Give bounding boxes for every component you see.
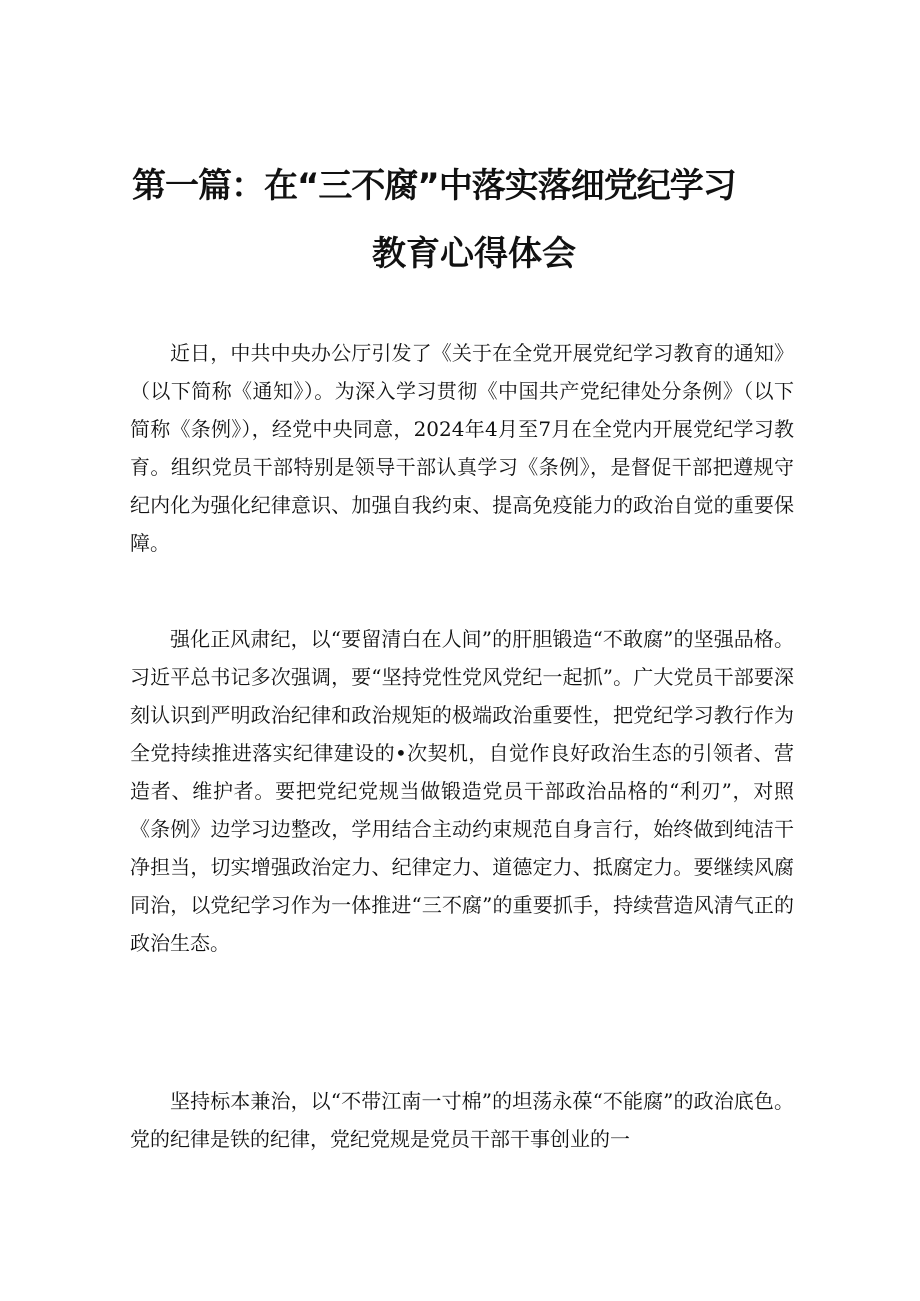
document-title-line-2: 教育心得体会 — [372, 234, 576, 274]
document-title-line-1: 第一篇：在“三不腐”中落实落细党纪学习 — [132, 166, 736, 206]
paragraph-1: 近日，中共中央办公厅引发了《关于在全党开展党纪学习教育的通知》（以下简称《通知》）。为深入学习贯彻《中国共产党纪律处分条例》（以下简称《条例》），经党中央同意，2024年4月至7月在全党内开展党纪学习教育。组织党员干部特别是领导干部认真学习《条例》，是督促干部把遵规守纪内化为强化纪律意识、加强自我约束、提高免疫能力的政治自觉的重要保障。 — [130, 341, 794, 555]
paragraph-3: 坚持标本兼治，以“不带江南一寸棉”的坦荡永葆“不能腐”的政治底色。党的纪律是铁的纪律，党纪党规是党员干部干事创业的一 — [130, 1089, 794, 1151]
paragraph-2: 强化正风肃纪，以“要留清白在人间”的肝胆锻造“不敢腐”的坚强品格。习近平总书记多次强调，要“坚持党性党风党纪一起抓”。广大党员干部要深刻认识到严明政治纪律和政治规矩的极端政治重要性，把党纪学习教行作为全党持续推进落实纪律建设的•次契机，自觉作良好政治生态的引领者、营造者、维护者。要把党纪党规当做锻造党员干部政治品格的“利刃”，对照《条例》边学习边整改，学用结合主动约束规范自身言行，始终做到纯洁干净担当，切实增强政治定力、纪律定力、道德定力、抵腐定力。要继续风腐同治，以党纪学习作为一体推进“三不腐”的重要抓手，持续营造风清气正的政治生态。 — [130, 627, 794, 955]
